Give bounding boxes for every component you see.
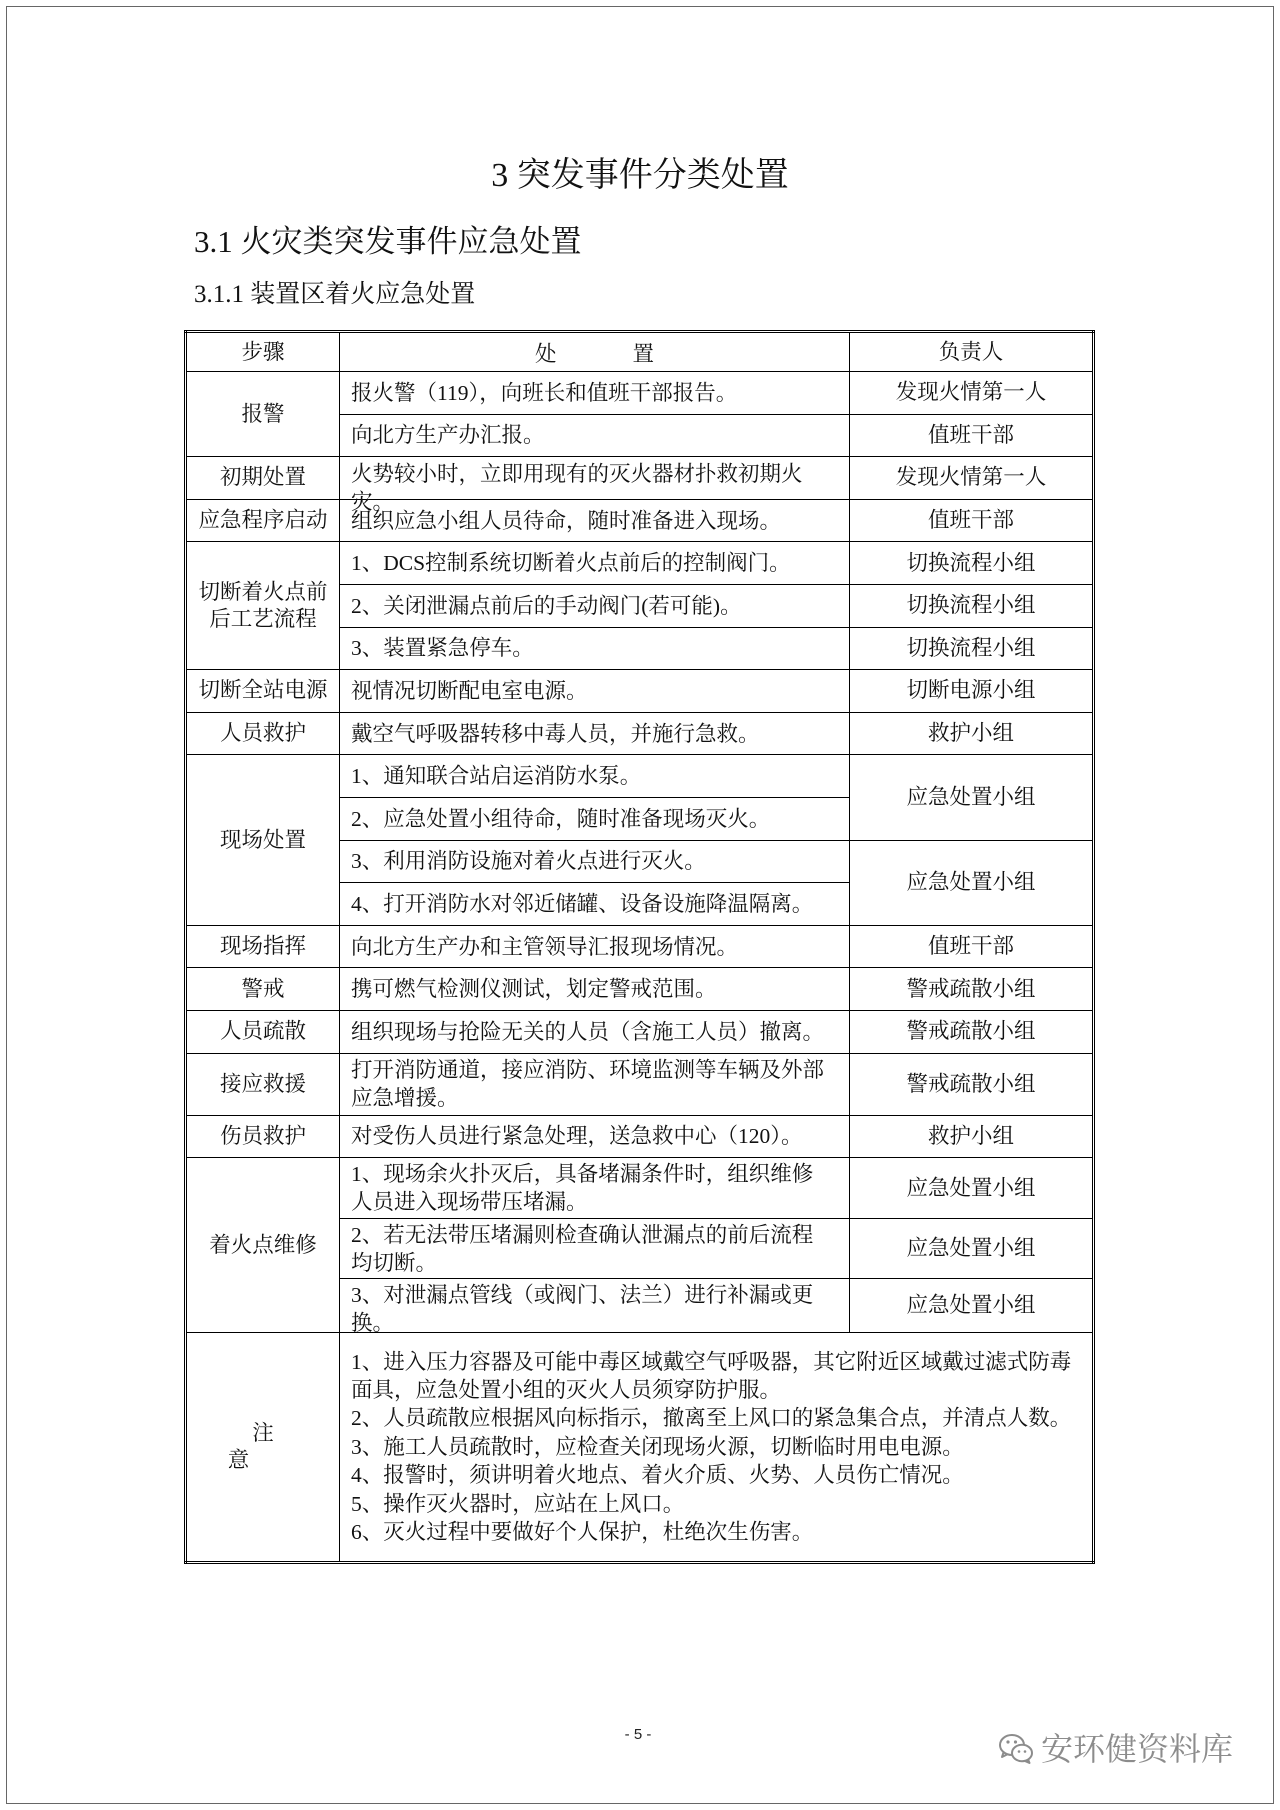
step-cell: 警戒 [186, 968, 340, 1011]
action-cell: 向北方生产办汇报。 [340, 414, 850, 457]
note-item: 1、进入压力容器及可能中毒区域戴空气呼吸器，其它附近区域戴过滤式防毒面具，应急处置小组的灭火人员须穿防护服。 [351, 1349, 1072, 1403]
action-cell: 戴空气呼吸器转移中毒人员，并施行急救。 [340, 712, 850, 755]
action-cell: 视情况切断配电室电源。 [340, 670, 850, 713]
step-cell: 接应救援 [186, 1053, 340, 1115]
owner-cell: 值班干部 [850, 925, 1094, 968]
table-row [186, 1115, 1094, 1158]
table-header-row [186, 332, 1094, 372]
page-number: - 5 - [624, 1726, 652, 1743]
action-text: 火势较小时，立即用现有的灭火器材扑救初期火灾。 [351, 462, 803, 515]
header-action [340, 332, 850, 372]
action-cell: 对受伤人员进行紧急处理，送急救中心（120）。 [340, 1115, 850, 1158]
action-cell: 1、现场余火扑灭后，具备堵漏条件时，组织维修人员进入现场带压堵漏。 [340, 1158, 850, 1219]
notes-cell [340, 1333, 1094, 1563]
notes-label-cell [186, 1333, 340, 1563]
table-row [186, 499, 1094, 542]
subsection-title: 3.1.1 装置区着火应急处置 [194, 281, 476, 308]
action-cell: 打开消防通道，接应消防、环境监测等车辆及外部应急增援。 [340, 1053, 850, 1115]
table-row [186, 1158, 1094, 1219]
action-cell: 2、应急处置小组待命，随时准备现场灭火。 [340, 797, 850, 840]
table-row [186, 670, 1094, 713]
action-cell: 向北方生产办和主管领导汇报现场情况。 [340, 925, 850, 968]
action-cell: 携可燃气检测仪测试，划定警戒范围。 [340, 968, 850, 1011]
table-row [186, 372, 1094, 415]
table-row [186, 1010, 1094, 1053]
action-cell: 组织现场与抢险无关的人员（含施工人员）撤离。 [340, 1010, 850, 1053]
owner-cell: 应急处置小组 [850, 755, 1094, 840]
table-row [186, 1053, 1094, 1115]
note-item: 5、操作灭火器时，应站在上风口。 [351, 1491, 685, 1516]
step-cell: 人员救护 [186, 712, 340, 755]
owner-cell: 切换流程小组 [850, 627, 1094, 670]
table-row [186, 457, 1094, 500]
owner-cell: 警戒疏散小组 [850, 968, 1094, 1011]
step-cell: 现场指挥 [186, 925, 340, 968]
action-cell: 3、利用消防设施对着火点进行灭火。 [340, 840, 850, 883]
owner-cell: 应急处置小组 [850, 840, 1094, 925]
owner-cell: 切换流程小组 [850, 584, 1094, 627]
action-cell: 1、DCS控制系统切断着火点前后的控制阀门。 [340, 542, 850, 585]
step-cell: 应急程序启动 [186, 499, 340, 542]
step-cell: 伤员救护 [186, 1115, 340, 1158]
action-cell: 2、若无法带压堵漏则检查确认泄漏点的前后流程均切断。 [340, 1219, 850, 1279]
notes-label: 注意 [227, 1421, 323, 1473]
table-row [186, 542, 1094, 585]
owner-cell: 应急处置小组 [850, 1219, 1094, 1279]
step-cell: 现场处置 [186, 755, 340, 925]
owner-cell: 值班干部 [850, 499, 1094, 542]
note-item: 2、人员疏散应根据风向标指示，撤离至上风口的紧急集合点，并清点人数。 [351, 1406, 1072, 1431]
table-row [186, 968, 1094, 1011]
action-text: 3、对泄漏点管线（或阀门、法兰）进行补漏或更换。 [351, 1283, 814, 1336]
action-cell [340, 1279, 850, 1336]
owner-cell: 应急处置小组 [850, 1279, 1094, 1333]
header-action-label: 处置 [534, 341, 730, 366]
step-cell: 切断全站电源 [186, 670, 340, 713]
note-item: 3、施工人员疏散时，应检查关闭现场火源，切断临时用电电源。 [351, 1434, 964, 1459]
section-title: 3.1 火灾类突发事件应急处置 [194, 224, 582, 259]
action-cell [340, 457, 850, 515]
owner-cell: 救护小组 [850, 712, 1094, 755]
note-item: 4、报警时，须讲明着火地点、着火介质、火势、人员伤亡情况。 [351, 1463, 964, 1488]
table-row [186, 755, 1094, 798]
note-item: 6、灭火过程中要做好个人保护，杜绝次生伤害。 [351, 1520, 814, 1545]
owner-cell: 切换流程小组 [850, 542, 1094, 585]
action-cell: 2、关闭泄漏点前后的手动阀门(若可能)。 [340, 584, 850, 627]
owner-cell: 值班干部 [850, 414, 1094, 457]
step-cell: 初期处置 [186, 457, 340, 500]
header-step: 步骤 [186, 332, 340, 372]
owner-cell: 切断电源小组 [850, 670, 1094, 713]
table-row [186, 925, 1094, 968]
step-cell: 着火点维修 [186, 1158, 340, 1333]
owner-cell: 警戒疏散小组 [850, 1010, 1094, 1053]
owner-cell: 发现火情第一人 [850, 372, 1094, 415]
action-cell: 4、打开消防水对邻近储罐、设备设施降温隔离。 [340, 883, 850, 926]
header-owner: 负责人 [850, 332, 1094, 372]
chapter-title: 3 突发事件分类处置 [491, 157, 789, 194]
step-cell: 切断着火点前后工艺流程 [186, 542, 340, 670]
step-cell: 报警 [186, 372, 340, 457]
table-row [186, 712, 1094, 755]
action-cell: 3、装置紧急停车。 [340, 627, 850, 670]
owner-cell: 应急处置小组 [850, 1158, 1094, 1219]
wechat-icon [998, 1733, 1034, 1765]
action-cell: 组织应急小组人员待命，随时准备进入现场。 [340, 499, 850, 542]
owner-cell: 救护小组 [850, 1115, 1094, 1158]
action-cell: 1、通知联合站启运消防水泵。 [340, 755, 850, 798]
owner-cell: 发现火情第一人 [850, 457, 1094, 500]
watermark-text: 安环健资料库 [1041, 1731, 1234, 1767]
step-cell: 人员疏散 [186, 1010, 340, 1053]
action-cell: 报火警（119），向班长和值班干部报告。 [340, 372, 850, 415]
owner-cell: 警戒疏散小组 [850, 1053, 1094, 1115]
emergency-response-table [184, 330, 1095, 1564]
notes-row [186, 1333, 1094, 1563]
